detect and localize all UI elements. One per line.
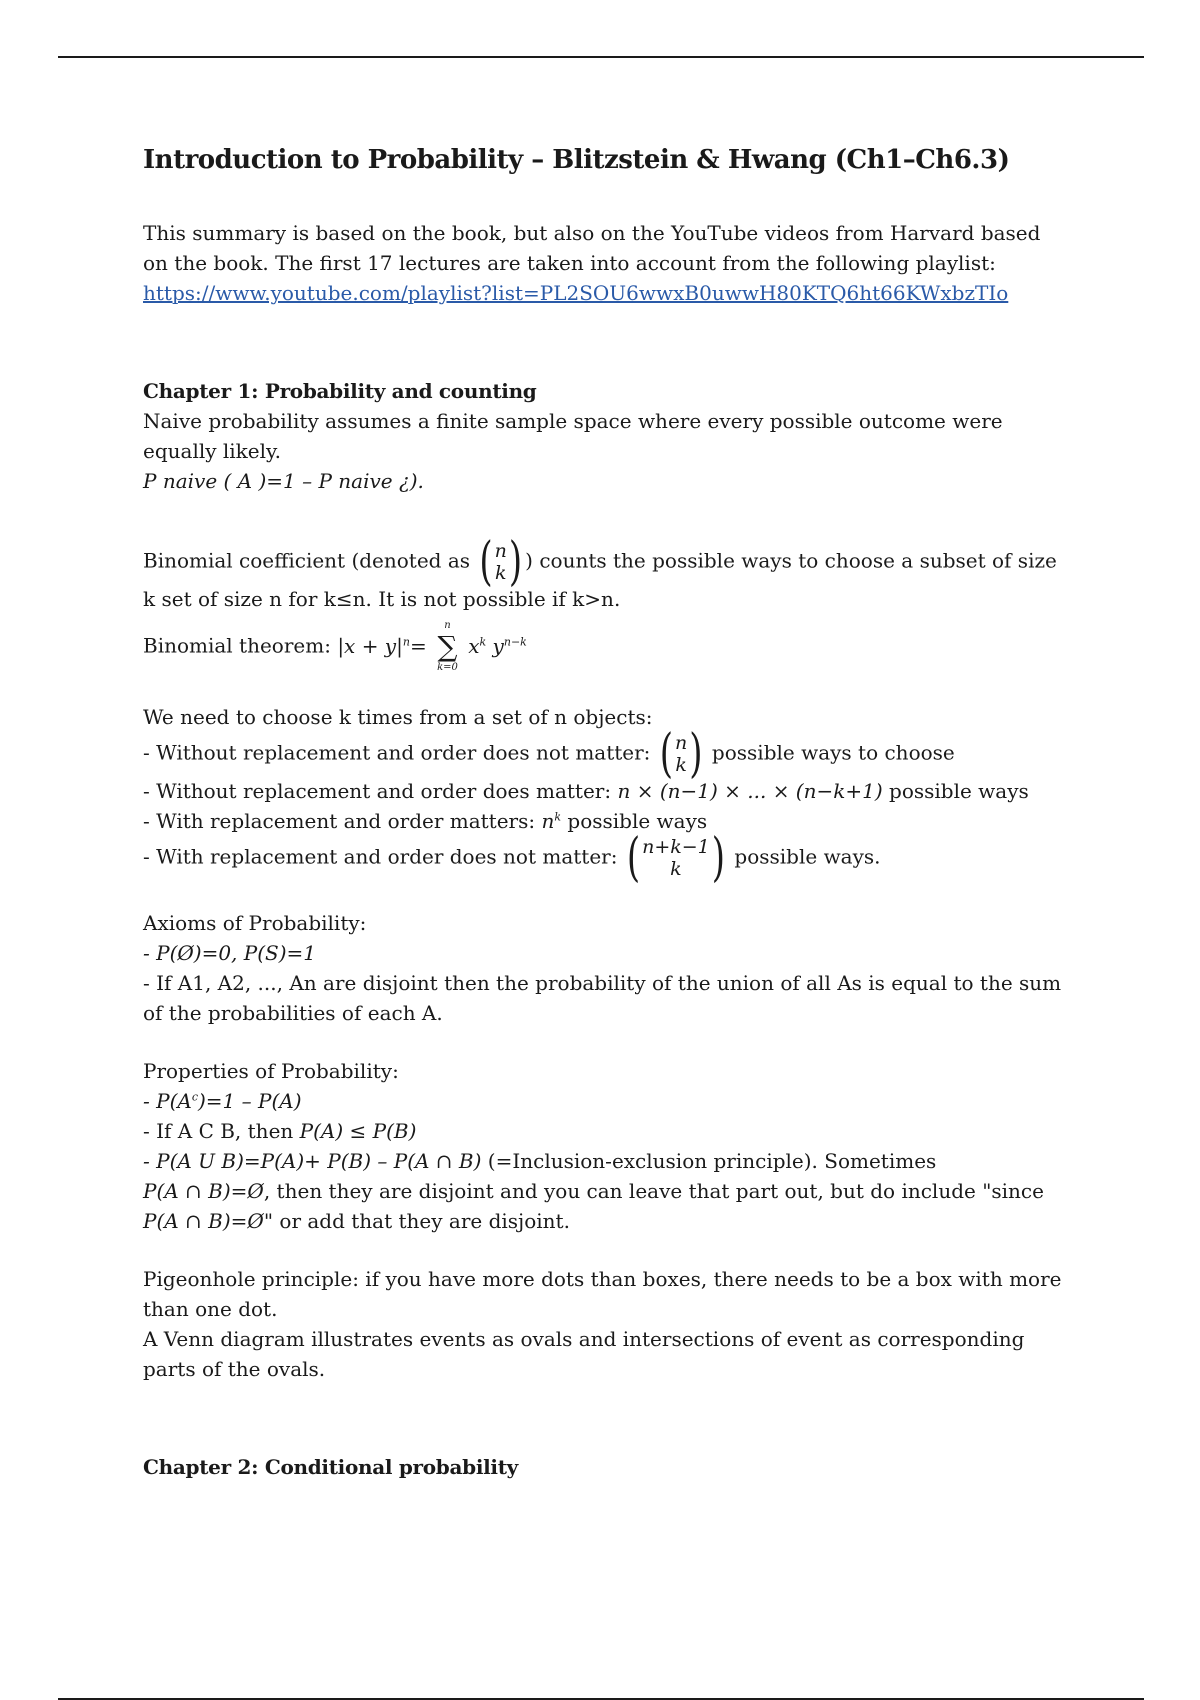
property-2: - If A C B, then P(A) ≤ P(B): [143, 1119, 417, 1143]
venn-text: A Venn diagram illustrates events as ovals and intersections of event as corresponding parts of the ovals.: [143, 1327, 1025, 1381]
chapter-1-section: [143, 376, 1068, 1384]
pigeonhole-text: Pigeonhole principle: if you have more dots than boxes, there needs to be a box with more than one dot.: [143, 1267, 1062, 1321]
axiom-1: - P(Ø)=0, P(S)=1: [143, 941, 317, 965]
intro-text: This summary is based on the book, but also on the YouTube videos from Harvard based on the book. The first 17 lectures are taken into account from the following playlist:: [143, 221, 1041, 275]
intro-paragraph: [143, 218, 1068, 308]
binomial-coefficient-paragraph: Binomial coefficient (denoted as ( n k ) ) counts the possible ways to choose a subset of size k set of size n for k≤n. It is not possible if k>n.: [143, 531, 1057, 611]
axiom-2: - If A1, A2, ..., An are disjoint then the probability of the union of all As is equal to the sum of the probabilities of each A.: [143, 971, 1062, 1025]
chapter-1-heading: Chapter 1: Probability and counting: [143, 379, 537, 403]
case-3: - With replacement and order matters: $n^k$ possible ways: [143, 809, 708, 833]
naive-probability-formula: P naive ( A )=1 – P naive ¿).: [143, 469, 424, 493]
choose-intro: We need to choose k times from a set of n objects:: [143, 705, 653, 729]
document-page: [143, 140, 1068, 1482]
top-rule: [58, 56, 1144, 58]
properties-heading: Properties of Probability:: [143, 1059, 399, 1083]
property-3: - P(A U B)=P(A)+ P(B) – P(A ∩ B) (=Inclusion-exclusion principle). Sometimes P(A ∩ B)=Ø, then they are disjoint and you can leave that part out, but do include "since P(A ∩ B)=Ø" or add that they are disjoint.: [143, 1149, 1044, 1233]
case-1: - Without replacement and order does not matter: ( n k ) possible ways to choose: [143, 723, 955, 785]
property-1: - $P(A^c)=1 - P(A)$: [143, 1089, 302, 1113]
playlist-link[interactable]: https://www.youtube.com/playlist?list=PL2SOU6wwxB0uwwH80KTQ6ht66KWxbzTIo: [143, 281, 1009, 305]
axioms-heading: Axioms of Probability:: [143, 911, 367, 935]
binomial-coefficient-symbol: ( n k ): [479, 531, 523, 593]
case-4: - With replacement and order does not matter: ( n+k−1 k ) possible ways.: [143, 827, 881, 889]
case-2: - Without replacement and order does matter: n × (n−1) × ... × (n−k+1) possible ways: [143, 779, 1029, 803]
naive-probability-text: Naive probability assumes a finite sample space where every possible outcome were equally likely.: [143, 409, 1003, 463]
document-title: Introduction to Probability – Blitzstein & Hwang (Ch1–Ch6.3): [143, 145, 1010, 175]
chapter-2-heading: Chapter 2: Conditional probability: [143, 1455, 518, 1479]
binomial-theorem: Binomial theorem: $|x + y|^n=$ n ∑ k=0 $x^k$ $y^{n-k}$: [143, 620, 527, 673]
summation-symbol: n ∑ k=0: [437, 620, 458, 673]
